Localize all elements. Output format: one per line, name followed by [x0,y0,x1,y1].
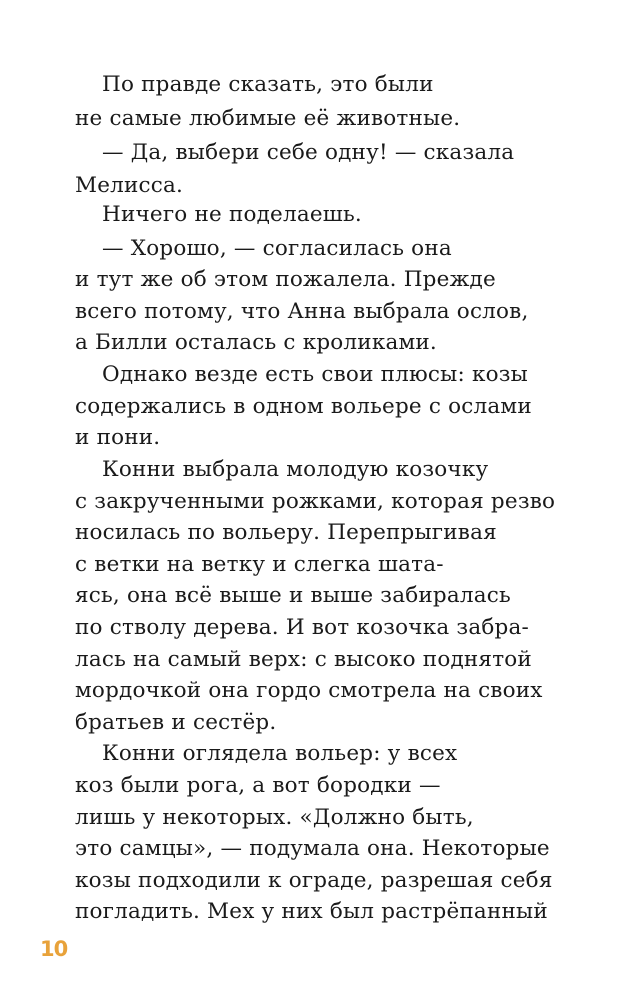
text-line: Конни выбрала молодую козочку [102,457,489,482]
text-line: с закрученными рожками, которая резво [75,489,556,514]
text-line: всего потому, что Анна выбрала ослов, [75,299,529,324]
page-number: 10 [40,937,68,961]
text-line: погладить. Мех у них был растрёпанный [75,899,548,924]
text-line: с ветки на ветку и слегка шата- [75,552,444,577]
text-line: козы подходили к ограде, разрешая себя [75,868,553,893]
text-line: Мелисса. [75,173,184,198]
text-line: лишь у некоторых. «Должно быть, [75,805,474,830]
text-line: Ничего не поделаешь. [102,202,362,227]
text-line: это самцы», — подумала она. Некоторые [75,836,550,861]
text-line: — Да, выбери себе одну! — сказала [102,140,515,165]
text-line: носилась по вольеру. Перепрыгивая [75,520,497,545]
text-line: а Билли осталась с кроликами. [75,330,437,355]
text-line: братьев и сестёр. [75,710,277,735]
text-line: Конни оглядела вольер: у всех [102,741,458,766]
text-line: и пони. [75,425,161,450]
text-line: мордочкой она гордо смотрела на своих [75,678,543,703]
text-line: По правде сказать, это были [102,72,434,97]
text-line: Однако везде есть свои плюсы: козы [102,362,528,387]
text-line: коз были рога, а вот бородки — [75,773,441,798]
text-line: и тут же об этом пожалела. Прежде [75,267,496,292]
text-line: содержались в одном вольере с ослами [75,394,532,419]
text-line: ясь, она всё выше и выше забиралась [75,583,511,608]
text-line: по стволу дерева. И вот козочка забра- [75,615,529,640]
text-line: лась на самый верх: с высоко поднятой [75,647,532,672]
text-line: — Хорошо, — согласилась она [102,236,452,261]
text-line: не самые любимые её животные. [75,106,461,131]
